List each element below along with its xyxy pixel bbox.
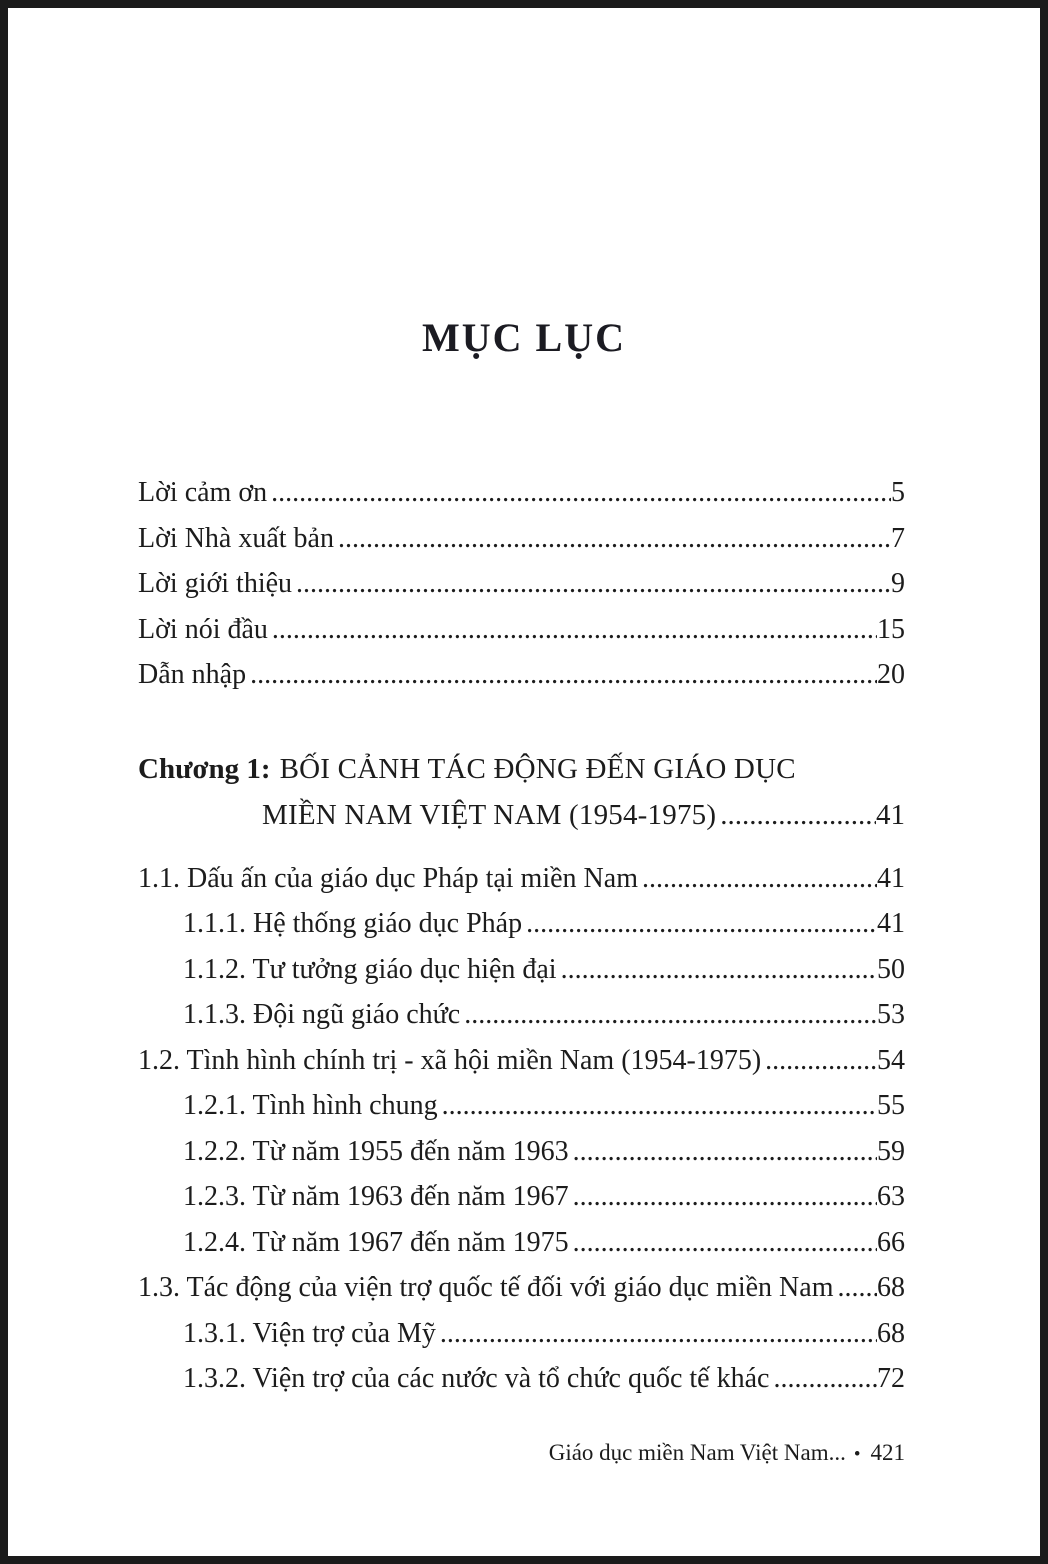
toc-entry-page: 41 xyxy=(877,908,905,939)
toc-entry xyxy=(138,856,905,902)
toc-entry-label: Dẫn nhập xyxy=(138,659,247,690)
dot-leader xyxy=(460,992,877,1038)
dot-leader xyxy=(522,901,877,947)
toc-entry-label: 1.3.1. Viện trợ của Mỹ xyxy=(183,1317,436,1349)
toc-entry-page: 55 xyxy=(877,1090,905,1121)
toc-entry-page: 66 xyxy=(877,1226,905,1258)
toc-entry-label: 1.2. Tình hình chính trị - xã hội miền Nam (1954-1975) xyxy=(138,1044,762,1076)
toc-entry-label: Lời Nhà xuất bản xyxy=(138,522,334,554)
page-footer xyxy=(8,1438,1040,1470)
toc-entry-page: 50 xyxy=(877,953,905,985)
toc-entry-label: 1.2.2. Từ năm 1955 đến năm 1963 xyxy=(183,1135,569,1167)
section-list xyxy=(138,856,905,1402)
toc-entry-page: 68 xyxy=(877,1317,905,1349)
toc-entry xyxy=(138,1265,905,1311)
dot-leader xyxy=(769,1356,877,1402)
toc-entry-label: 1.2.3. Từ năm 1963 đến năm 1967 xyxy=(183,1181,569,1212)
toc-entry xyxy=(183,1129,905,1175)
toc-entry xyxy=(183,947,905,993)
toc-entry-page: 5 xyxy=(891,477,905,508)
toc-entry-page: 72 xyxy=(877,1363,905,1394)
toc-entry-label: 1.1.3. Đội ngũ giáo chức xyxy=(183,999,461,1030)
chapter-page: 41 xyxy=(876,798,905,831)
toc-entry-label: Lời giới thiệu xyxy=(138,568,293,599)
toc-entry-page: 9 xyxy=(891,568,905,599)
running-title: Giáo dục miền Nam Việt Nam... xyxy=(548,1439,846,1465)
chapter-title-line1 xyxy=(138,746,905,792)
toc-entry-label: 1.1.1. Hệ thống giáo dục Pháp xyxy=(183,908,523,939)
toc-entry xyxy=(183,1311,905,1357)
toc-entry xyxy=(138,470,905,516)
chapter-heading xyxy=(138,746,905,838)
toc-entry-label: 1.1. Dấu ấn của giáo dục Pháp tại miền Nam xyxy=(138,862,638,894)
toc-entry xyxy=(183,1356,905,1402)
dot-leader xyxy=(334,516,891,562)
bullet-separator: • xyxy=(853,1443,861,1465)
toc-entry xyxy=(138,1038,905,1084)
front-matter-list xyxy=(138,470,905,698)
toc-entry-page: 53 xyxy=(877,999,905,1030)
toc-entry-page: 63 xyxy=(877,1181,905,1212)
toc-entry xyxy=(138,607,905,653)
chapter-title-text: BỐI CẢNH TÁC ĐỘNG ĐẾN GIÁO DỤC xyxy=(279,752,796,785)
dot-leader xyxy=(268,607,877,653)
toc-entry xyxy=(183,901,905,947)
dot-leader xyxy=(292,561,891,607)
chapter-label: Chương 1: xyxy=(138,752,271,785)
toc-entry xyxy=(183,1220,905,1266)
toc-entry-label: 1.3.2. Viện trợ của các nước và tổ chức quốc tế khác xyxy=(183,1363,770,1394)
dot-leader xyxy=(569,1174,877,1220)
toc-entry xyxy=(138,561,905,607)
dot-leader xyxy=(246,652,877,698)
dot-leader xyxy=(267,470,891,516)
toc-entry-page: 54 xyxy=(877,1044,905,1076)
toc-entry-page: 15 xyxy=(877,613,905,645)
dot-leader xyxy=(833,1265,877,1311)
toc-entry-label: 1.2.1. Tình hình chung xyxy=(183,1090,438,1121)
toc-entry-page: 41 xyxy=(877,862,905,894)
toc-entry-label: Lời cảm ơn xyxy=(138,477,268,508)
dot-leader xyxy=(638,856,877,902)
dot-leader xyxy=(438,1083,877,1129)
toc-entry-label: Lời nói đầu xyxy=(138,613,268,645)
toc-entry xyxy=(138,516,905,562)
toc-entry xyxy=(138,652,905,698)
toc-entry-page: 59 xyxy=(877,1135,905,1167)
folio-page-number: 421 xyxy=(870,1439,905,1465)
toc-entry xyxy=(183,1174,905,1220)
toc-entry-label: 1.1.2. Tư tưởng giáo dục hiện đại xyxy=(183,953,557,985)
dot-leader xyxy=(569,1220,877,1266)
toc-entry-label: 1.2.4. Từ năm 1967 đến năm 1975 xyxy=(183,1226,569,1258)
dot-leader xyxy=(436,1311,877,1357)
dot-leader xyxy=(557,947,877,993)
chapter-title-text: MIỀN NAM VIỆT NAM (1954-1975) xyxy=(262,798,717,831)
dot-leader xyxy=(761,1038,877,1084)
toc-entry xyxy=(183,1083,905,1129)
page-title: MỤC LỤC xyxy=(422,315,626,360)
toc-entry xyxy=(183,992,905,1038)
dot-leader xyxy=(569,1129,877,1175)
toc-entry-page: 20 xyxy=(877,659,905,690)
toc-entry-page: 68 xyxy=(877,1272,905,1303)
toc-entry-page: 7 xyxy=(891,522,905,554)
toc-entry-label: 1.3. Tác động của viện trợ quốc tế đối với giáo dục miền Nam xyxy=(138,1272,834,1303)
chapter-title-line2 xyxy=(262,792,905,838)
dot-leader xyxy=(716,792,876,838)
